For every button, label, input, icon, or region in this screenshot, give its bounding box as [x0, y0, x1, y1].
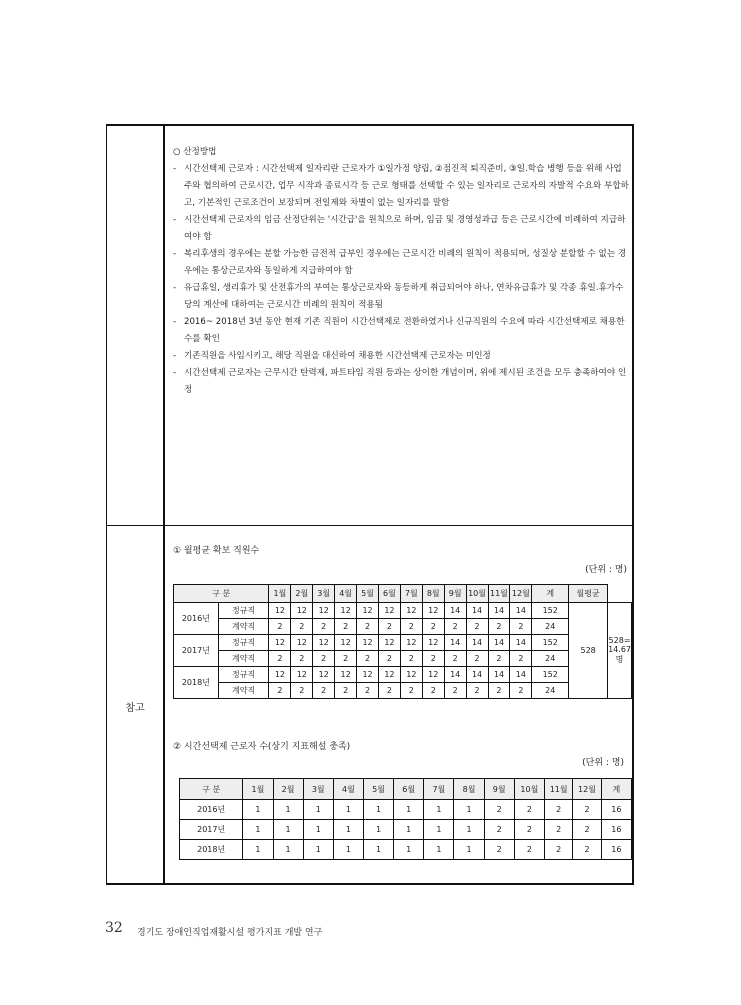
- value-cell: 24: [532, 651, 569, 667]
- value-cell: 12: [269, 635, 291, 651]
- part-time-workers-table: [179, 778, 632, 860]
- value-cell: 1: [394, 800, 424, 820]
- value-cell: 12: [269, 603, 291, 619]
- value-cell: 24: [532, 683, 569, 699]
- monthly-staff-table: [173, 584, 632, 699]
- value-cell: 14: [466, 603, 488, 619]
- table-row: [174, 603, 632, 619]
- value-cell: 2: [573, 820, 601, 840]
- value-cell: 2: [313, 683, 335, 699]
- value-cell: 2: [444, 683, 466, 699]
- value-cell: 2: [378, 619, 400, 635]
- value-cell: 2: [335, 651, 357, 667]
- table-header-row: [180, 779, 632, 800]
- table-row: [174, 635, 632, 651]
- value-cell: 2: [313, 619, 335, 635]
- value-cell: 14: [444, 667, 466, 683]
- value-cell: 2: [269, 651, 291, 667]
- value-cell: 1: [273, 820, 303, 840]
- value-cell: 1: [363, 820, 393, 840]
- year-cell: 2017년: [180, 820, 243, 840]
- value-cell: 2: [510, 683, 532, 699]
- value-cell: 1: [243, 800, 273, 820]
- dash-bullet: -: [173, 283, 177, 293]
- value-cell: 14: [510, 667, 532, 683]
- value-cell: 1: [394, 820, 424, 840]
- value-cell: 12: [378, 667, 400, 683]
- value-cell: 2: [488, 683, 510, 699]
- header-cell: 3월: [313, 585, 335, 603]
- value-cell: 14: [488, 635, 510, 651]
- header-cell: 11월: [545, 779, 573, 800]
- value-cell: 16: [601, 840, 631, 860]
- average-formula: 528=: [608, 636, 631, 645]
- value-cell: 1: [454, 800, 484, 820]
- document-frame: [106, 124, 634, 885]
- value-cell: 1: [303, 840, 333, 860]
- header-cell: 1월: [243, 779, 273, 800]
- value-cell: 14: [444, 635, 466, 651]
- year-cell: 2018년: [174, 667, 219, 699]
- value-cell: 14: [510, 603, 532, 619]
- value-cell: 2: [466, 651, 488, 667]
- value-cell: 24: [532, 619, 569, 635]
- value-cell: 2: [573, 800, 601, 820]
- value-cell: 1: [454, 840, 484, 860]
- value-cell: 1: [243, 820, 273, 840]
- row-divider: [107, 525, 632, 526]
- dash-bullet: -: [173, 164, 177, 174]
- value-cell: 14: [466, 667, 488, 683]
- value-cell: 2: [400, 619, 422, 635]
- value-cell: 2: [488, 619, 510, 635]
- table-row: [174, 619, 632, 635]
- value-cell: 12: [291, 635, 313, 651]
- list-item: [173, 365, 629, 399]
- value-cell: 2: [378, 683, 400, 699]
- footer-title: 경기도 장애인직업재활시설 평가지표 개발 연구: [137, 928, 323, 938]
- value-cell: 12: [357, 603, 379, 619]
- value-cell: 12: [357, 667, 379, 683]
- value-cell: 152: [532, 667, 569, 683]
- header-cell: 월평균: [569, 585, 608, 603]
- value-cell: 1: [333, 820, 363, 840]
- list-item: [173, 161, 629, 212]
- list-item: [173, 212, 629, 246]
- value-cell: 2: [514, 820, 544, 840]
- grand-total-cell: 528: [569, 603, 608, 699]
- table-row: [174, 683, 632, 699]
- value-cell: 12: [291, 603, 313, 619]
- value-cell: 12: [335, 635, 357, 651]
- page-number: 32: [105, 920, 123, 936]
- value-cell: 2: [357, 619, 379, 635]
- table-row: [174, 651, 632, 667]
- list-item-text: 복리후생의 경우에는 분할 가능한 금전적 급부인 경우에는 근로시간 비례의 원칙이 적용되며, 성질상 분할할 수 없는 경우에는 통상근로자와 동일하게 지급하여야 함: [184, 249, 627, 276]
- value-cell: 1: [363, 800, 393, 820]
- value-cell: 2: [422, 619, 444, 635]
- side-label-reference: 참고: [125, 703, 145, 714]
- list-item: [173, 280, 629, 314]
- value-cell: 2: [510, 651, 532, 667]
- value-cell: 12: [335, 667, 357, 683]
- list-item: [173, 246, 629, 280]
- value-cell: 2: [484, 820, 514, 840]
- average-value: 14.67명: [608, 645, 631, 664]
- table-row: [180, 840, 632, 860]
- header-cell: 7월: [400, 585, 422, 603]
- value-cell: 1: [333, 800, 363, 820]
- value-cell: 14: [466, 635, 488, 651]
- list-item: [173, 314, 629, 348]
- value-cell: 12: [422, 603, 444, 619]
- value-cell: 1: [424, 820, 454, 840]
- value-cell: 14: [488, 603, 510, 619]
- section-heading: ○ 산정방법: [173, 147, 217, 157]
- list-item-text: 2016~ 2018년 3년 동안 현재 기존 직원이 시간선택제로 전환하였거나 신규직원의 수요에 따라 시간선택제로 채용한 수를 확인: [184, 317, 625, 344]
- value-cell: 14: [488, 667, 510, 683]
- value-cell: 2: [422, 651, 444, 667]
- table-row: [180, 800, 632, 820]
- value-cell: 2: [545, 840, 573, 860]
- header-cell: 6월: [394, 779, 424, 800]
- header-cell: 9월: [484, 779, 514, 800]
- value-cell: 2: [357, 683, 379, 699]
- value-cell: 2: [291, 683, 313, 699]
- header-cell: 6월: [378, 585, 400, 603]
- header-cell: 12월: [510, 585, 532, 603]
- dash-bullet: -: [173, 215, 177, 225]
- type-cell: 정규직: [218, 667, 269, 683]
- table2-title: ② 시간선택제 근로자 수(상기 지표해설 충족): [173, 742, 351, 752]
- type-cell: 계약직: [218, 619, 269, 635]
- value-cell: 14: [444, 603, 466, 619]
- calculation-method-section: [173, 144, 629, 399]
- value-cell: 2: [335, 683, 357, 699]
- value-cell: 2: [545, 820, 573, 840]
- value-cell: 1: [243, 840, 273, 860]
- method-list: [173, 161, 629, 399]
- table1-title: ① 월평균 확보 직원수: [173, 546, 260, 556]
- value-cell: 16: [601, 800, 631, 820]
- value-cell: 2: [514, 800, 544, 820]
- value-cell: 2: [313, 651, 335, 667]
- dash-bullet: -: [173, 249, 177, 259]
- value-cell: 12: [400, 667, 422, 683]
- year-cell: 2017년: [174, 635, 219, 667]
- header-cell: 12월: [573, 779, 601, 800]
- header-cell: 8월: [454, 779, 484, 800]
- value-cell: 2: [488, 651, 510, 667]
- header-cell: 4월: [335, 585, 357, 603]
- header-cell: 구 분: [180, 779, 243, 800]
- list-item-text: 기존직원을 사임시키고, 해당 직원을 대신하여 채용한 시간선택제 근로자는 미인정: [184, 351, 491, 361]
- value-cell: 12: [269, 667, 291, 683]
- value-cell: 2: [444, 651, 466, 667]
- list-item-text: 시간선택제 근로자 : 시간선택제 일자리란 근로자가 ①일가정 양립, ②점진적 퇴직준비, ③일.학습 병행 등을 위해 사업주와 협의하여 근로시간, 업무 시작과 종료시각 등 근로 형태를 선택할 수 있는 일자리로 근로자의 자발적 수요와 부합하고, 기본적인 근로조건이 보장되며 전일제와 차별이 없는 일자리를 말함: [184, 164, 629, 208]
- list-item: [173, 348, 629, 365]
- table-header-row: [174, 585, 632, 603]
- value-cell: 1: [273, 800, 303, 820]
- header-cell: 2월: [273, 779, 303, 800]
- value-cell: 2: [444, 619, 466, 635]
- value-cell: 2: [269, 619, 291, 635]
- value-cell: 12: [422, 635, 444, 651]
- header-cell: 계: [601, 779, 631, 800]
- list-item-text: 유급휴일, 생리휴가 및 산전휴가의 부여는 통상근로자와 동등하게 취급되어야 하나, 연차유급휴가 및 각종 휴일.휴가수당의 계산에 대하여는 근로시간 비례의 원칙이 적용됨: [184, 283, 624, 310]
- value-cell: 12: [357, 635, 379, 651]
- value-cell: 12: [313, 667, 335, 683]
- header-cell: 11월: [488, 585, 510, 603]
- header-cell: 5월: [363, 779, 393, 800]
- type-cell: 정규직: [218, 635, 269, 651]
- year-cell: 2016년: [180, 800, 243, 820]
- type-cell: 계약직: [218, 651, 269, 667]
- value-cell: 12: [291, 667, 313, 683]
- value-cell: 12: [335, 603, 357, 619]
- value-cell: 2: [400, 683, 422, 699]
- header-cell: 구 분: [174, 585, 269, 603]
- value-cell: 2: [510, 619, 532, 635]
- list-item-text: 시간선택제 근로자는 근무시간 탄력제, 파트타임 직원 등과는 상이한 개념이며, 위에 제시된 조건을 모두 충족하여야 인정: [184, 368, 627, 395]
- type-cell: 계약직: [218, 683, 269, 699]
- value-cell: 152: [532, 603, 569, 619]
- value-cell: 2: [514, 840, 544, 860]
- value-cell: 2: [466, 683, 488, 699]
- header-cell: 10월: [466, 585, 488, 603]
- value-cell: 12: [378, 603, 400, 619]
- header-cell: 계: [532, 585, 569, 603]
- value-cell: 2: [269, 683, 291, 699]
- header-cell: 1월: [269, 585, 291, 603]
- table-row: [180, 820, 632, 840]
- list-item-text: 시간선택제 근로자의 임금 산정단위는 '시간급'을 원칙으로 하며, 임금 및 경영성과급 등은 근로시간에 비례하여 지급하여야 함: [184, 215, 626, 242]
- value-cell: 12: [400, 603, 422, 619]
- value-cell: 1: [333, 840, 363, 860]
- value-cell: 12: [313, 635, 335, 651]
- dash-bullet: -: [173, 351, 177, 361]
- value-cell: 1: [394, 840, 424, 860]
- value-cell: 12: [378, 635, 400, 651]
- value-cell: 1: [363, 840, 393, 860]
- value-cell: 1: [454, 820, 484, 840]
- value-cell: 2: [378, 651, 400, 667]
- value-cell: 1: [424, 800, 454, 820]
- header-cell: 2월: [291, 585, 313, 603]
- value-cell: 2: [422, 683, 444, 699]
- monthly-average-cell: [608, 603, 632, 699]
- value-cell: 1: [303, 800, 333, 820]
- header-cell: 4월: [333, 779, 363, 800]
- value-cell: 2: [466, 619, 488, 635]
- value-cell: 2: [573, 840, 601, 860]
- header-cell: 7월: [424, 779, 454, 800]
- value-cell: 12: [313, 603, 335, 619]
- value-cell: 2: [484, 800, 514, 820]
- value-cell: 2: [357, 651, 379, 667]
- header-cell: 10월: [514, 779, 544, 800]
- value-cell: 12: [422, 667, 444, 683]
- value-cell: 16: [601, 820, 631, 840]
- value-cell: 12: [400, 635, 422, 651]
- value-cell: 14: [510, 635, 532, 651]
- value-cell: 1: [273, 840, 303, 860]
- value-cell: 1: [424, 840, 454, 860]
- value-cell: 2: [400, 651, 422, 667]
- header-cell: 3월: [303, 779, 333, 800]
- year-cell: 2018년: [180, 840, 243, 860]
- value-cell: 1: [303, 820, 333, 840]
- year-cell: 2016년: [174, 603, 219, 635]
- dash-bullet: -: [173, 317, 177, 327]
- header-cell: 8월: [422, 585, 444, 603]
- table-row: [174, 667, 632, 683]
- reference-section: [173, 543, 629, 575]
- value-cell: 2: [291, 619, 313, 635]
- value-cell: 2: [291, 651, 313, 667]
- value-cell: 152: [532, 635, 569, 651]
- value-cell: 2: [335, 619, 357, 635]
- table2-unit: (단위 : 명): [582, 758, 624, 768]
- table1-unit: (단위 : 명): [585, 565, 627, 575]
- value-cell: 2: [545, 800, 573, 820]
- header-cell: 5월: [357, 585, 379, 603]
- dash-bullet: -: [173, 368, 177, 378]
- type-cell: 정규직: [218, 603, 269, 619]
- header-cell: 9월: [444, 585, 466, 603]
- column-divider: [163, 126, 165, 883]
- value-cell: 2: [484, 840, 514, 860]
